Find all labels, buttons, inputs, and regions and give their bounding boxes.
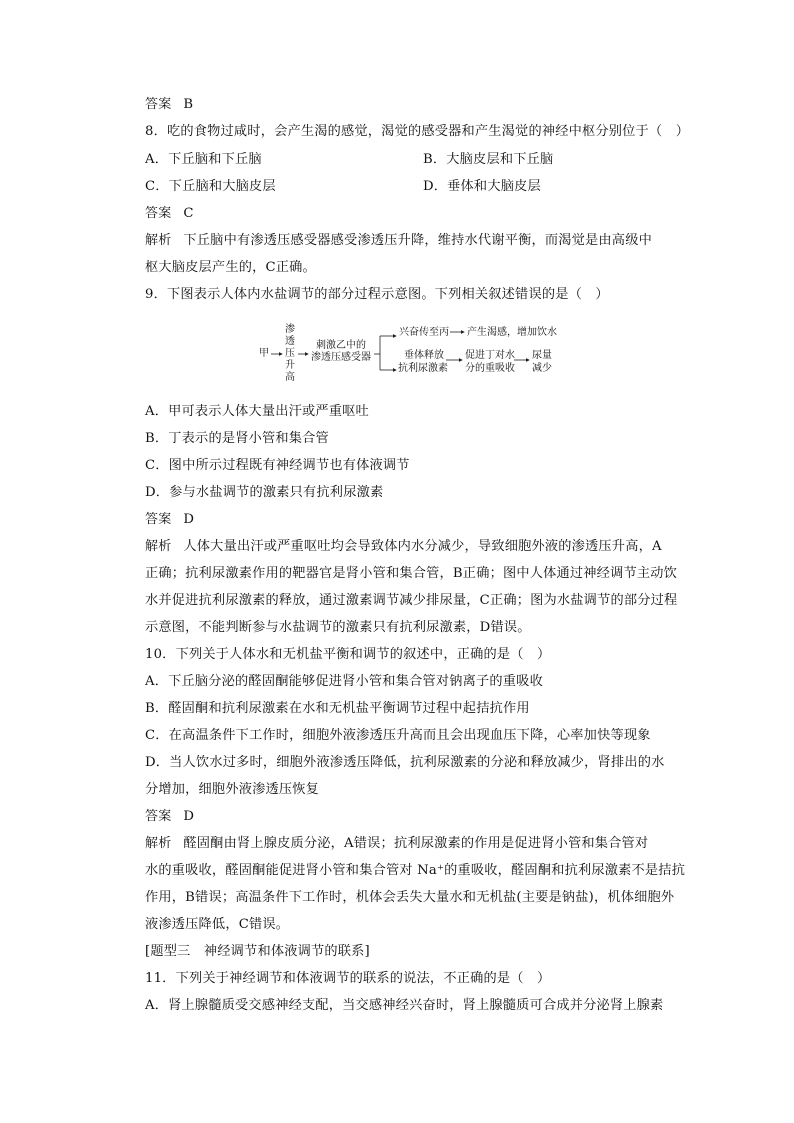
label-jia: 甲 <box>259 348 269 359</box>
explanation-label: 解析 <box>145 539 172 554</box>
water-salt-regulation-diagram <box>258 318 558 390</box>
question-9-option-b: B．丁表示的是肾小管和集合管 <box>145 431 329 446</box>
answer-value: B <box>183 97 194 112</box>
answer-7 <box>145 96 193 114</box>
question-8: 8．吃的食物过咸时，会产生渴的感觉，渴觉的感受器和产生渴觉的神经中枢分别位于（ ） <box>145 124 690 139</box>
label-reabsorb-line-2: 分的重吸收 <box>465 363 515 374</box>
label-col1-2: 压 <box>285 348 295 359</box>
question-11-option-a: A．肾上腺髓质受交感神经支配，当交感神经兴奋时，肾上腺髓质可合成并分泌肾上腺素 <box>145 998 664 1013</box>
question-8-option-b: B．大脑皮层和下丘脑 <box>423 152 554 167</box>
answer-value: D <box>183 512 195 527</box>
answer-9 <box>145 511 194 529</box>
question-11: 11．下列关于神经调节和体液调节的联系的说法，不正确的是（ ） <box>145 971 551 986</box>
answer-label: 答案 <box>145 809 172 824</box>
question-10-option-a: A．下丘脑分泌的醛固酮能够促进肾小管和集合管对钠离子的重吸收 <box>145 674 543 689</box>
question-10: 10．下列关于人体水和无机盐平衡和调节的叙述中，正确的是（ ） <box>145 647 551 662</box>
label-urine-line-1: 尿量 <box>532 350 552 361</box>
answer-8 <box>145 205 194 223</box>
question-10-option-b: B．醛固酮和抗利尿激素在水和无机盐平衡调节过程中起拮抗作用 <box>145 701 530 716</box>
answer-10 <box>145 808 194 826</box>
question-8-option-d: D．垂体和大脑皮层 <box>423 179 541 194</box>
explanation-10-line-4: 液渗透压降低，C错误。 <box>145 917 290 932</box>
explanation-label: 解析 <box>145 836 172 851</box>
answer-label: 答案 <box>145 97 172 112</box>
explanation-9-line-1 <box>145 538 662 556</box>
explanation-text: 醛固酮由肾上腺皮质分泌，A错误；抗利尿激素的作用是促进肾小管和集合管对 <box>183 836 649 851</box>
answer-value: D <box>183 809 195 824</box>
label-pituitary-line-2: 抗利尿激素 <box>398 363 448 374</box>
question-9-option-d: D．参与水盐调节的激素只有抗利尿激素 <box>145 485 384 500</box>
explanation-9-line-3: 水并促进抗利尿激素的释放，通过激素调节减少排尿量，C正确；图为水盐调节的部分过程 <box>145 593 678 608</box>
label-stimulus-line-2: 渗透压感受器 <box>311 352 371 363</box>
explanation-8-line-2: 枢大脑皮层产生的，C正确。 <box>145 260 316 275</box>
label-reabsorb-line-1: 促进丁对水 <box>465 350 515 361</box>
label-col1-4: 高 <box>285 372 295 383</box>
explanation-label: 解析 <box>145 233 172 248</box>
answer-label: 答案 <box>145 512 172 527</box>
label-excitation: 兴奋传至丙 <box>399 327 449 338</box>
question-8-option-a: A．下丘脑和下丘脑 <box>145 152 262 167</box>
section-heading-3: [题型三 神经调节和体液调节的联系] <box>145 944 370 959</box>
question-10-option-c: C．在高温条件下工作时，细胞外液渗透压升高而且会出现血压下降，心率加快等现象 <box>145 728 651 743</box>
label-col1-1: 透 <box>285 336 295 347</box>
label-col1-3: 升 <box>285 360 295 371</box>
explanation-10-line-1 <box>145 835 648 853</box>
question-9-option-c: C．图中所示过程既有神经调节也有体液调节 <box>145 458 410 473</box>
question-10-option-d-line-1: D．当人饮水过多时，细胞外液渗透压降低，抗利尿激素的分泌和释放减少，肾排出的水 <box>145 755 665 770</box>
explanation-text: 人体大量出汗或严重呕吐均会导致体内水分减少，导致细胞外液的渗透压升高，A <box>183 539 662 554</box>
explanation-10-line-3: 作用，B错误；高温条件下工作时，机体会丢失大量水和无机盐(主要是钠盐)，机体细胞外 <box>145 890 675 905</box>
label-thirst: 产生渴感，增加饮水 <box>467 327 557 338</box>
explanation-10-line-2: 水的重吸收，醛固酮能促进肾小管和集合管对 Na⁺的重吸收，醛固酮和抗利尿激素不是拮抗 <box>145 863 686 878</box>
label-col1-0: 渗 <box>285 324 295 335</box>
question-9-option-a: A．甲可表示人体大量出汗或严重呕吐 <box>145 404 369 419</box>
question-9: 9．下图表示人体内水盐调节的部分过程示意图。下列相关叙述错误的是（ ） <box>145 287 609 302</box>
explanation-9-line-4: 示意图，不能判断参与水盐调节的激素只有抗利尿激素，D错误。 <box>145 620 531 635</box>
explanation-9-line-2: 正确；抗利尿激素作用的靶器官是肾小管和集合管，B正确；图中人体通过神经调节主动饮 <box>145 566 677 581</box>
label-urine-line-2: 减少 <box>532 363 552 374</box>
question-10-option-d-line-2: 分增加，细胞外液渗透压恢复 <box>145 782 320 797</box>
answer-label: 答案 <box>145 206 172 221</box>
question-8-option-c: C．下丘脑和大脑皮层 <box>145 179 276 194</box>
label-stimulus-line-1: 刺激乙中的 <box>316 340 366 351</box>
explanation-text: 下丘脑中有渗透压感受器感受渗透压升降，维持水代谢平衡，而渴觉是由高级中 <box>183 233 652 248</box>
answer-value: C <box>183 206 194 221</box>
explanation-8-line-1 <box>145 232 652 250</box>
label-pituitary-line-1: 垂体释放 <box>404 350 444 361</box>
